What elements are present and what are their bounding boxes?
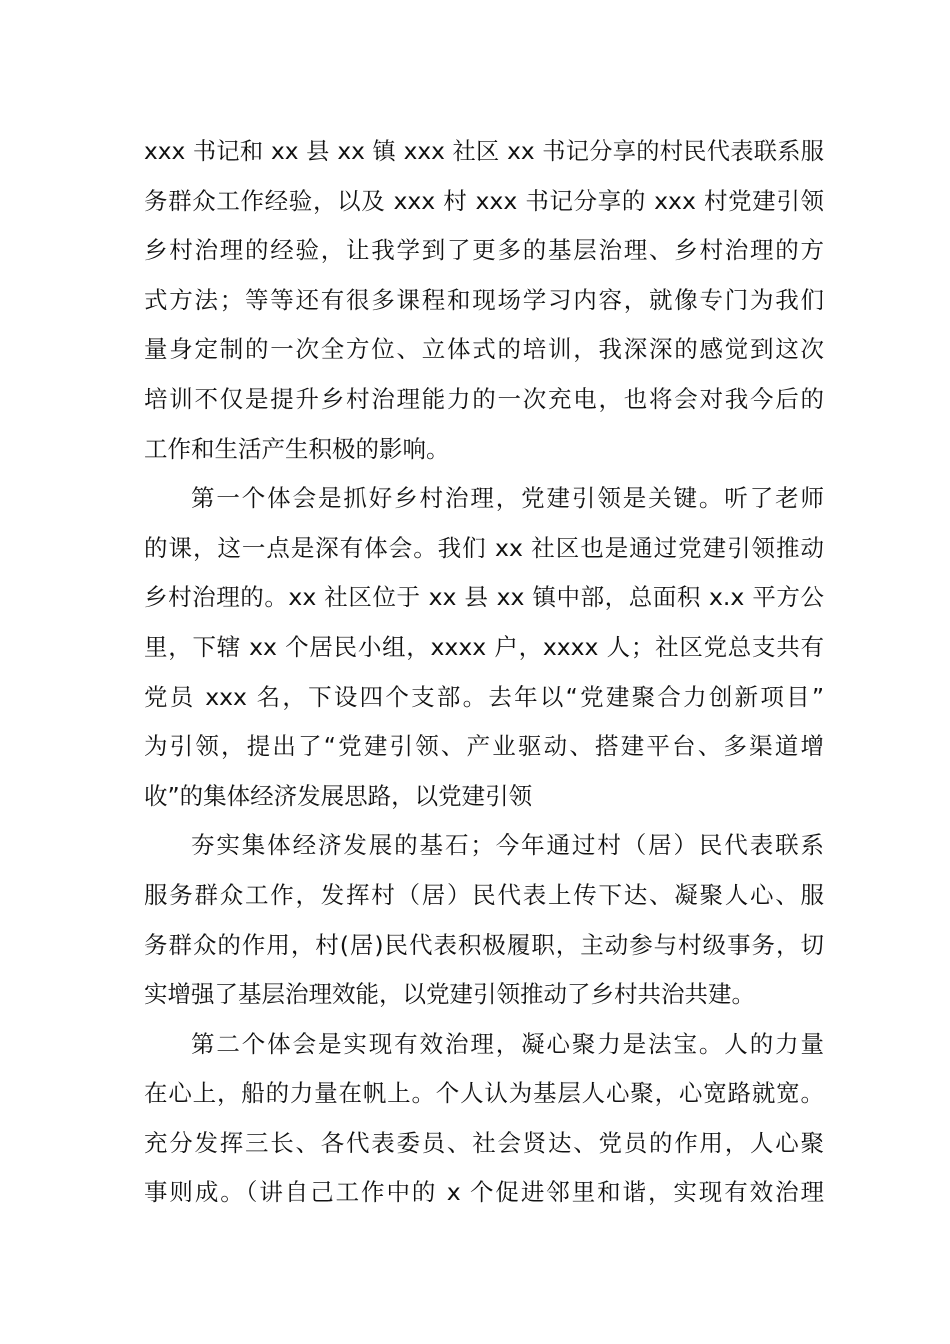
text-line: 在心上，船的力量在帆上。个人认为基层人心聚，心宽路就宽。 bbox=[144, 1079, 824, 1108]
text-line: 第一个体会是抓好乡村治理，党建引领是关键。听了老师 bbox=[191, 484, 824, 513]
text-line: 工作和生活产生积极的影响。 bbox=[144, 434, 450, 463]
paragraph-4 bbox=[144, 1020, 824, 1218]
text-line: 务群众的作用，村(居)民代表积极履职，主动参与村级事务，切 bbox=[144, 930, 824, 959]
text-line: 培训不仅是提升乡村治理能力的一次充电，也将会对我今后的 bbox=[144, 384, 824, 413]
text-line: 实增强了基层治理效能，以党建引领推动了乡村共治共建。 bbox=[144, 980, 755, 1009]
text-line: 式方法；等等还有很多课程和现场学习内容，就像专门为我们 bbox=[144, 285, 824, 314]
document-body bbox=[144, 127, 824, 1218]
text-line: 乡村治理的。xx 社区位于 xx 县 xx 镇中部，总面积 x.x 平方公 bbox=[144, 583, 824, 612]
text-line: 第二个体会是实现有效治理，凝心聚力是法宝。人的力量 bbox=[191, 1029, 824, 1058]
text-line: 党员 xxx 名，下设四个支部。去年以“党建聚合力创新项目” bbox=[144, 682, 824, 711]
text-line: 服务群众工作，发挥村（居）民代表上传下达、凝聚人心、服 bbox=[144, 880, 824, 909]
paragraph-1 bbox=[144, 127, 824, 474]
text-line: 务群众工作经验，以及 xxx 村 xxx 书记分享的 xxx 村党建引领 bbox=[144, 186, 824, 215]
text-line: 充分发挥三长、各代表委员、社会贤达、党员的作用，人心聚 bbox=[144, 1128, 824, 1157]
text-line: 收”的集体经济发展思路，以党建引领 bbox=[144, 781, 533, 810]
paragraph-3 bbox=[144, 821, 824, 1019]
text-line: 里，下辖 xx 个居民小组，xxxx 户，xxxx 人；社区党总支共有 bbox=[144, 632, 824, 661]
text-line: 为引领，提出了“党建引领、产业驱动、搭建平台、多渠道增 bbox=[144, 732, 824, 761]
paragraph-2 bbox=[144, 474, 824, 821]
text-line: 量身定制的一次全方位、立体式的培训，我深深的感觉到这次 bbox=[144, 335, 824, 364]
text-line: 的课，这一点是深有体会。我们 xx 社区也是通过党建引领推动 bbox=[144, 533, 824, 562]
text-line: xxx 书记和 xx 县 xx 镇 xxx 社区 xx 书记分享的村民代表联系服 bbox=[144, 138, 824, 165]
text-line: 乡村治理的经验，让我学到了更多的基层治理、乡村治理的方 bbox=[144, 236, 824, 265]
text-line: 夯实集体经济发展的基石；今年通过村（居）民代表联系 bbox=[191, 831, 824, 860]
text-line: 事则成。（讲自己工作中的 x 个促进邻里和谐，实现有效治理 bbox=[144, 1178, 824, 1207]
